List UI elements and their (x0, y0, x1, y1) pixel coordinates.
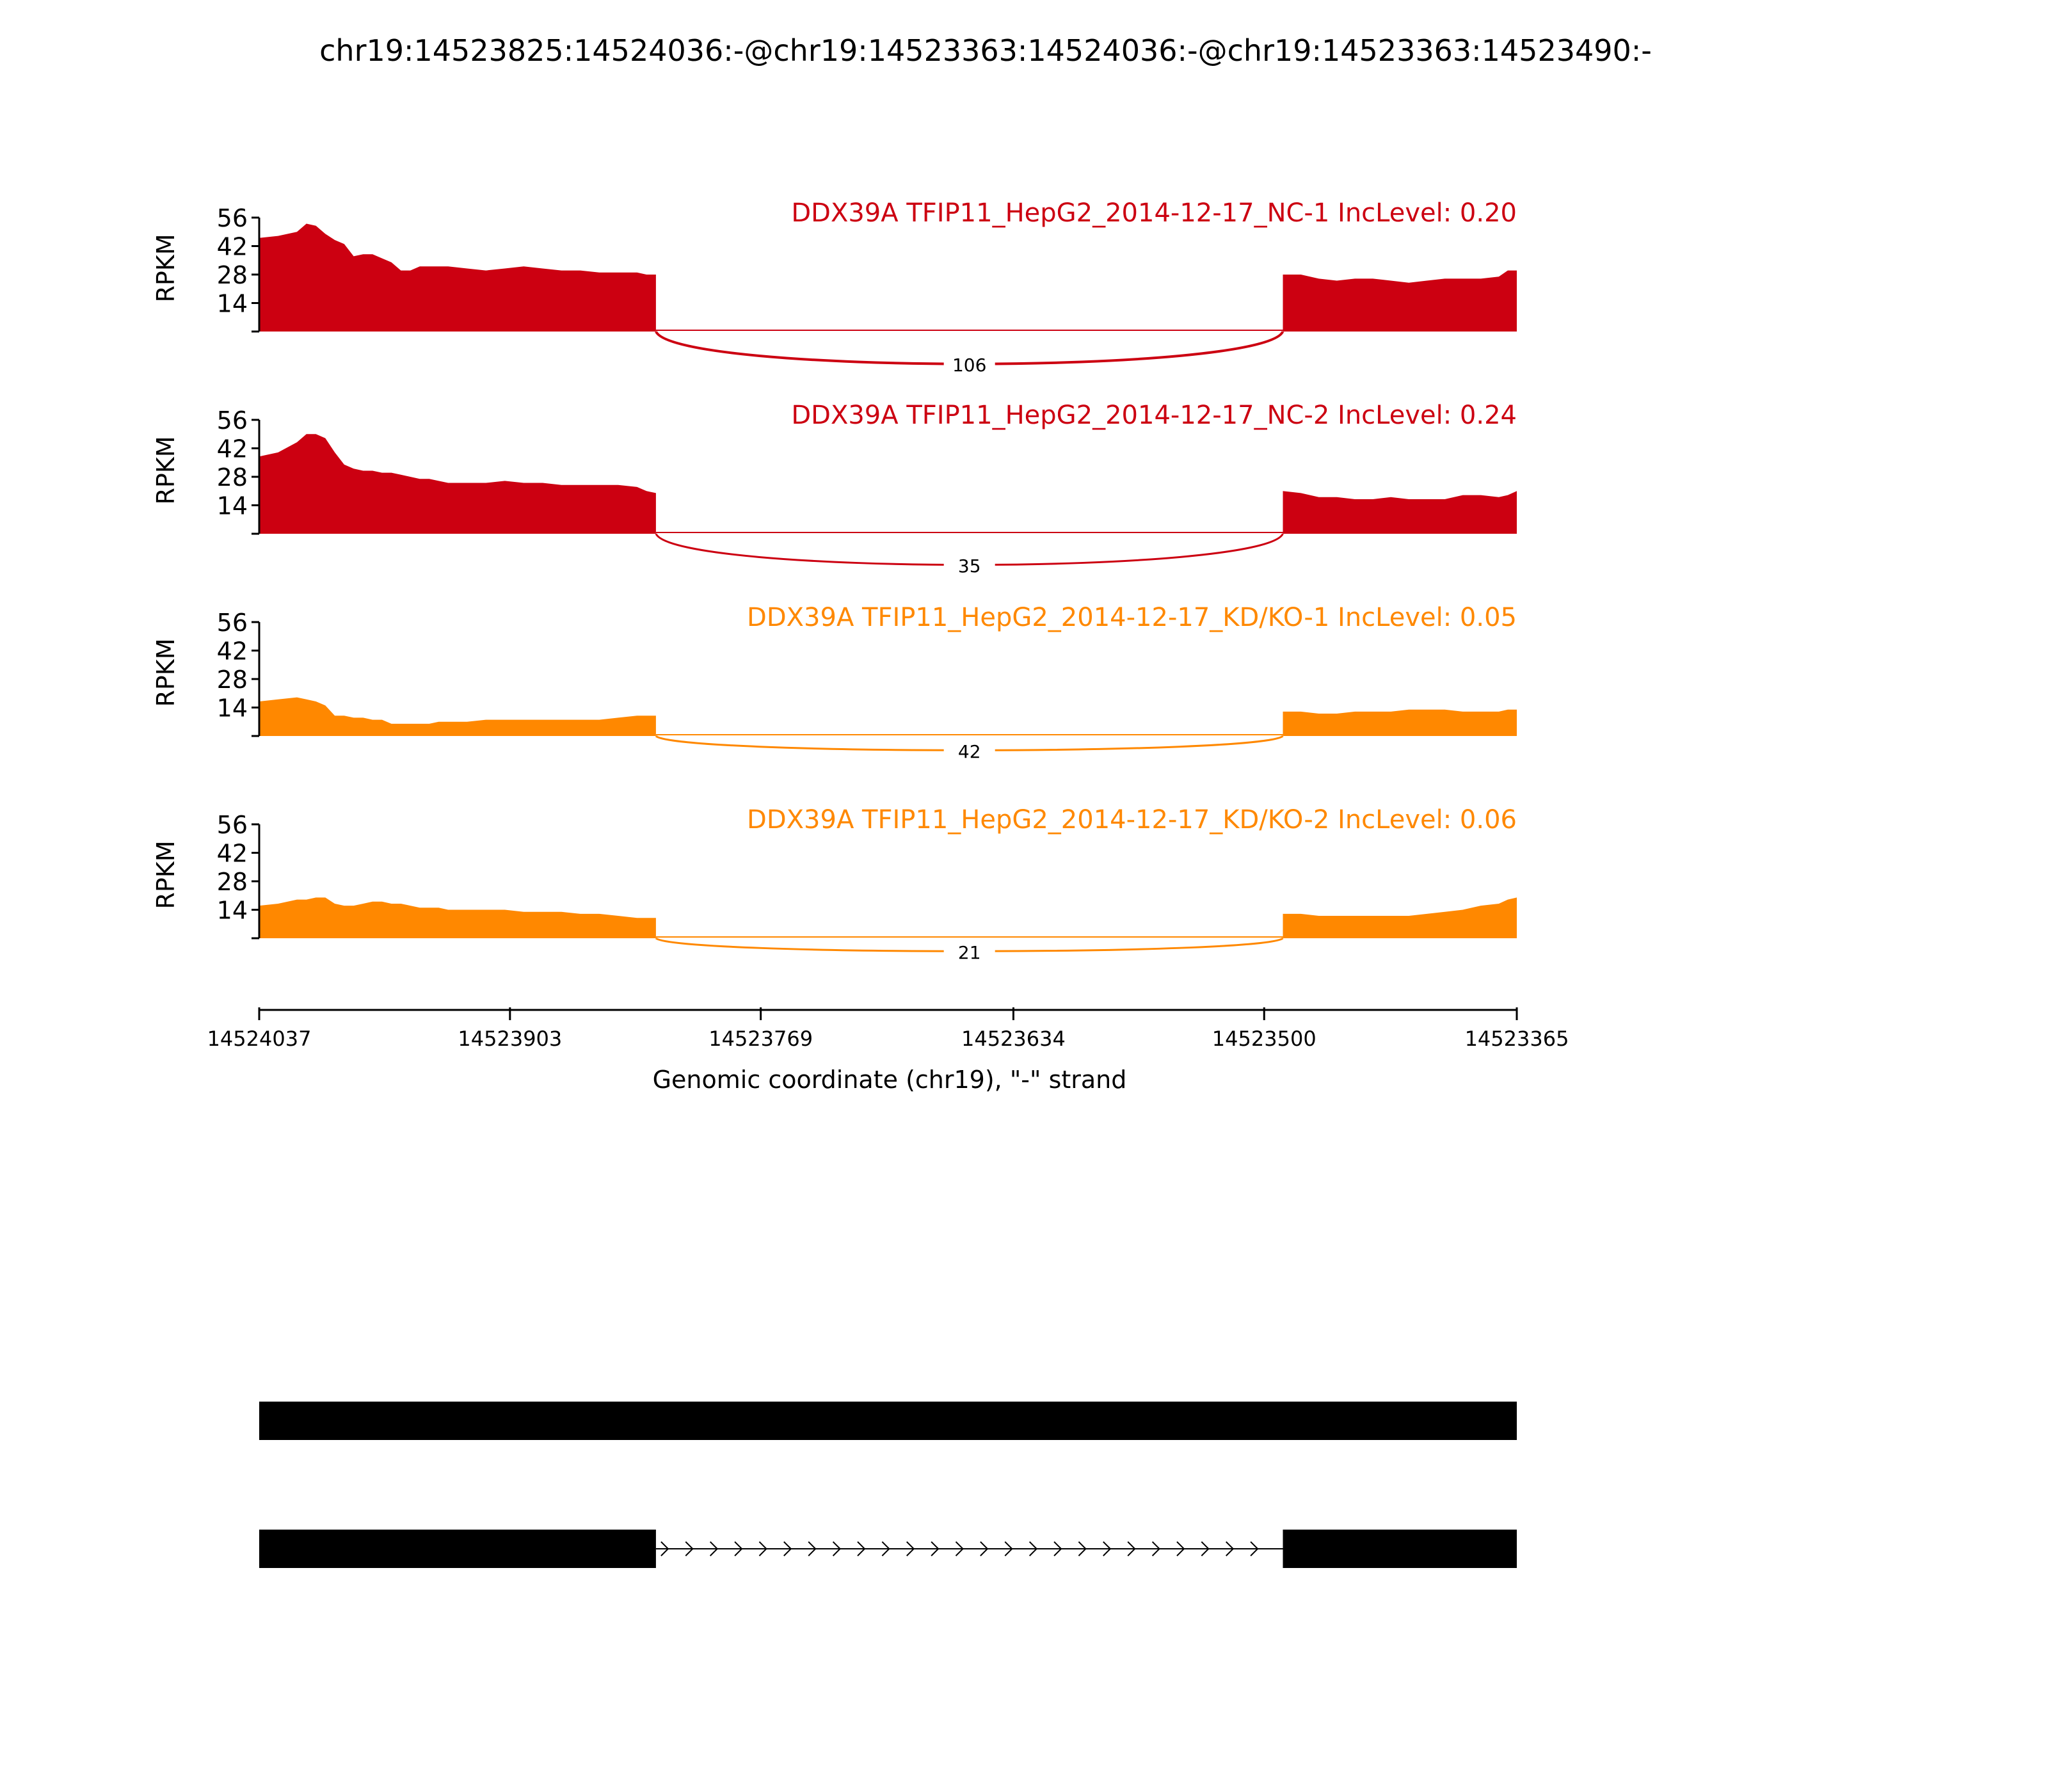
x-tick-label: 14523365 (1464, 1027, 1569, 1051)
x-axis (207, 1007, 1569, 1051)
x-tick-label: 14523634 (961, 1027, 1066, 1051)
x-tick-label: 14523903 (458, 1027, 563, 1051)
y-tick-label: 28 (216, 261, 248, 289)
coverage-track (152, 805, 1517, 963)
coverage-area-exon1 (259, 224, 656, 332)
y-tick-label: 42 (216, 839, 248, 868)
y-tick-label: 14 (216, 694, 248, 723)
coverage-area-exon2 (1283, 491, 1517, 534)
x-tick-label: 14523500 (1212, 1027, 1316, 1051)
exon-block (259, 1530, 656, 1568)
coverage-area-exon2 (1283, 271, 1517, 332)
coverage-track (152, 401, 1517, 577)
exon-block (1283, 1530, 1517, 1568)
y-tick-label: 56 (216, 811, 248, 839)
y-axis-label: RPKM (152, 638, 180, 707)
y-tick-label: 56 (216, 204, 248, 232)
junction-count-label: 106 (952, 355, 987, 376)
y-tick-label: 28 (216, 868, 248, 896)
exon-block (259, 1402, 1517, 1440)
sample-label: DDX39A TFIP11_HepG2_2014-12-17_KD/KO-2 IncLevel: 0.06 (747, 805, 1517, 835)
sample-label: DDX39A TFIP11_HepG2_2014-12-17_NC-1 IncLevel: 0.20 (791, 198, 1517, 228)
coverage-area-exon1 (259, 897, 656, 938)
y-tick-label: 42 (216, 435, 248, 463)
y-tick-label: 42 (216, 637, 248, 666)
sample-label: DDX39A TFIP11_HepG2_2014-12-17_KD/KO-1 IncLevel: 0.05 (747, 603, 1517, 632)
gene-model-inclusion (259, 1402, 1517, 1440)
figure-title: chr19:14523825:14524036:-@chr19:14523363:14524036:-@chr19:14523363:14523490:- (319, 33, 1652, 68)
y-tick-label: 14 (216, 289, 248, 318)
gene-model-skipping (259, 1530, 1517, 1568)
x-tick-label: 14523769 (708, 1027, 813, 1051)
coverage-area-exon2 (1283, 897, 1517, 938)
sample-label: DDX39A TFIP11_HepG2_2014-12-17_NC-2 IncLevel: 0.24 (791, 401, 1517, 430)
y-tick-label: 14 (216, 896, 248, 925)
y-axis-label: RPKM (152, 234, 180, 303)
y-tick-label: 56 (216, 609, 248, 637)
y-axis-label: RPKM (152, 840, 180, 909)
y-tick-label: 28 (216, 666, 248, 694)
coverage-area-exon1 (259, 698, 656, 736)
y-tick-label: 28 (216, 463, 248, 492)
coverage-area-exon2 (1283, 710, 1517, 736)
coverage-area-exon1 (259, 434, 656, 534)
y-tick-label: 56 (216, 406, 248, 435)
junction-count-label: 42 (957, 741, 981, 762)
x-axis-label: Genomic coordinate (chr19), "-" strand (652, 1066, 1127, 1094)
coverage-track (152, 603, 1517, 762)
x-tick-label: 14524037 (207, 1027, 312, 1051)
coverage-track (152, 198, 1517, 376)
gene-models (259, 1402, 1517, 1568)
y-axis-label: RPKM (152, 436, 180, 505)
junction-count-label: 21 (957, 942, 981, 963)
y-tick-label: 14 (216, 492, 248, 520)
y-tick-label: 42 (216, 232, 248, 261)
junction-count-label: 35 (957, 556, 981, 577)
coverage-tracks (152, 198, 1517, 963)
